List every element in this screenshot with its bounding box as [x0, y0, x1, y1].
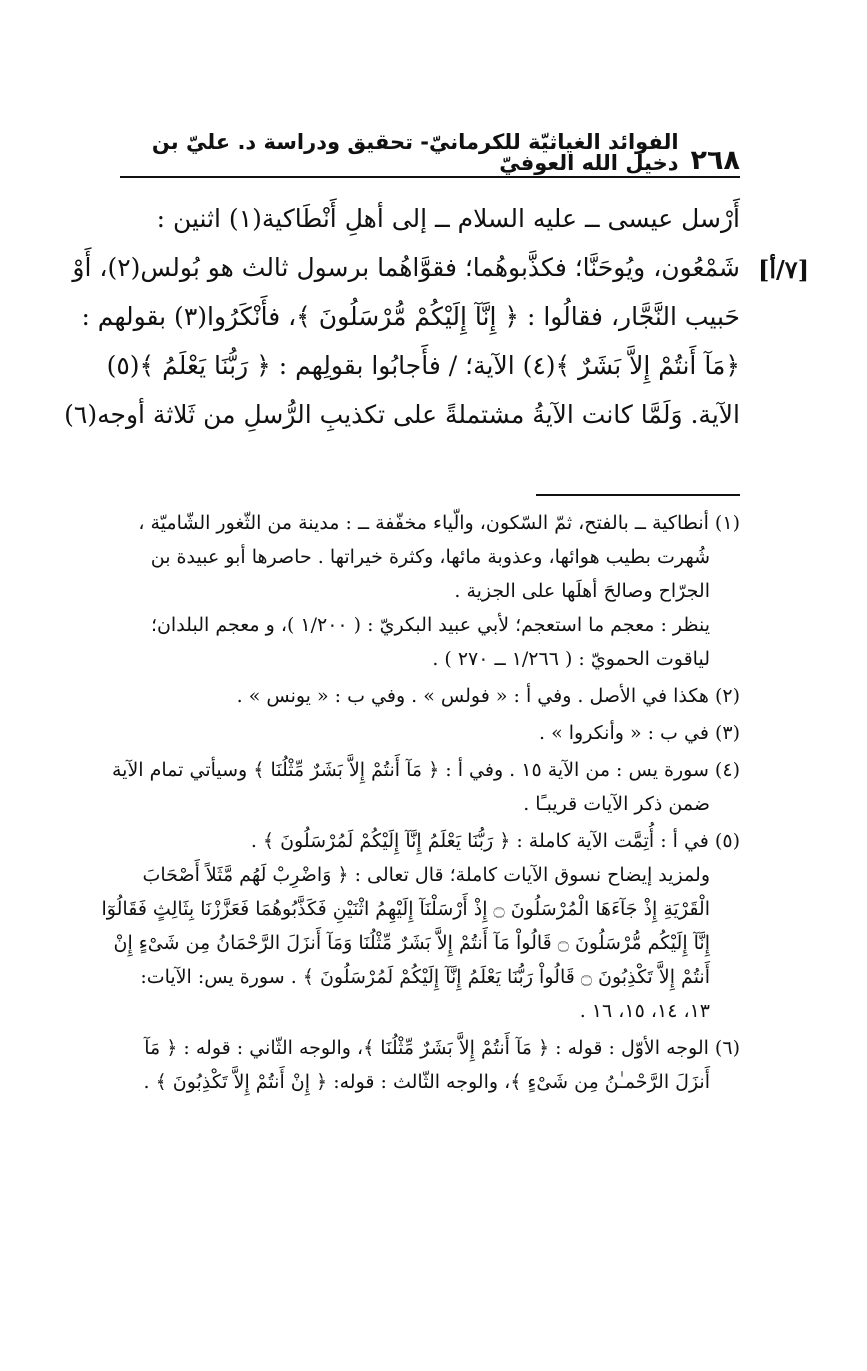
footnote-line: (٥) في أ : أُتِمَّت الآية كاملة : ﴿ رَبُّنَا يَعْلَمُ إِنَّآ إِلَيْكُمْ لَمُرْسَلُونَ ﴾ . [250, 830, 740, 852]
footnote-line: (١) أنطاكية ــ بالفتح، ثمّ السّكون، والّياء مخفّفة ــ : مدينة من الثّغور الشّاميّة ، [138, 512, 740, 534]
footnote-5 [101, 824, 740, 1028]
footnote-line: الْقَرْيَةِ إِذْ جَآءَهَا الْمُرْسَلُونَ ۝ إِذْ أَرْسَلْنَآ إِلَيْهِمُ اثْنَيْنِ فَكَذَّبُوهُمَا فَعَزَّزْنَا بِثَالِثٍ فَقَالُوٓا [101, 898, 710, 920]
footnote-line: أَنتُمْ إِلاَّ تَكْذِبُونَ ۝ قَالُواْ رَبُّنَا يَعْلَمُ إِنَّآ إِلَيْكُمْ لَمُرْسَلُونَ ﴾ . سورة يس: الآيات: [140, 966, 710, 988]
footnote-line: لياقوت الحمويّ : ( ١/٢٦٦ ــ ٢٧٠ ) . [432, 648, 710, 670]
footnote-line: ينظر : معجم ما استعجم؛ لأبي عبيد البكريّ : ( ١/٢٠٠ )، و معجم البلدان؛ [150, 614, 710, 636]
page-number: ٢٦٨ [690, 145, 740, 176]
footnotes [101, 506, 740, 1102]
footnote-line: (٣) في ب : « وأنكروا » . [539, 722, 740, 744]
text-line: الآية. وَلَمَّا كانت الآيةُ مشتملةً على تكذيبِ الرُّسلِ من ثَلاثة أوجه(٦) [64, 400, 740, 429]
text-line: شَمْعُون، ويُوحَنَّا؛ فكذَّبوهُما؛ فقوَّاهُما برسول ثالث هو بُولس(٢)، أَوْ [72, 253, 740, 282]
footnote-line: أَنزَلَ الرَّحْمـٰنُ مِن شَىْءٍ ﴾، والوجه الثّالث : قوله: ﴿ إِنْ أَنتُمْ إِلاَّ تَكْذِبُونَ ﴾ . [143, 1071, 710, 1093]
running-header [120, 130, 740, 176]
footnote-4 [112, 753, 740, 821]
text-line: ﴿مَآ أَنتُمْ إِلاَّ بَشَرٌ ﴾(٤) الآية؛ / فأَجابُوا بقولِهم : ﴿ رَبُّنَا يَعْلَمُ ﴾(٥) [106, 351, 740, 380]
footnote-line: (٤) سورة يس : من الآية ١٥ . وفي أ : ﴿ مَآ أَنتُمْ إِلاَّ بَشَرٌ مِّثْلُنَا ﴾ وسيأتي تمام الآية [112, 759, 740, 781]
footnote-2 [120, 679, 740, 713]
footnote-6 [120, 1031, 740, 1099]
footnote-line: إِنَّآ إِلَيْكُم مُّرْسَلُونَ ۝ قَالُواْ مَآ أَنتُمْ إِلاَّ بَشَرٌ مِّثْلُنَا وَمَآ أَنزَلَ الرَّحْمَانُ مِن شَىْءٍ إِنْ [113, 932, 710, 954]
footnote-line: ١٣، ١٤، ١٥، ١٦ . [579, 1000, 710, 1022]
footnote-3 [120, 716, 740, 750]
footnote-line: (٢) هكذا في الأصل . وفي أ : « فولس » . وفي ب : « يونس » . [236, 685, 740, 707]
text-line: أَرْسل عيسى ــ عليه السلام ــ إلى أهلِ أَنْطَاكية(١) اثنين : [156, 204, 740, 233]
text-line: حَبيب النَّجَّار، فقالُوا : ﴿ إِنَّآ إِلَيْكُمْ مُّرْسَلُونَ ﴾، فأَنْكَرُوا(٣) بقولهم : [81, 302, 740, 331]
footnote-line: ولمزيد إيضاح نسوق الآيات كاملة؛ قال تعالى : ﴿ وَاضْرِبْ لَهُم مَّثَلاً أَصْحَابَ [142, 864, 710, 886]
footnote-line: شُهرت بطيب هوائها، وعذوبة مائها، وكثرة خيراتها . حاصرها أبو عبيدة بن [150, 546, 710, 568]
header-rule [120, 176, 740, 178]
running-title: الفوائد الغياثيّة للكرمانيّ- تحقيق ودراسة د. عليّ بن دخيل الله العوفيّ [151, 130, 679, 175]
main-text [64, 194, 740, 439]
footnote-separator [536, 494, 740, 496]
manuscript-folio-reference: [٧/أ] [758, 255, 810, 284]
footnote-1 [120, 506, 740, 676]
footnote-line: (٦) الوجه الأوّل : قوله : ﴿ مَآ أَنتُمْ إِلاَّ بَشَرٌ مِّثْلُنَا ﴾، والوجه الثّاني : قوله : ﴿ مَآ [144, 1037, 740, 1059]
footnote-line: ضمن ذكر الآيات قريبـًا . [523, 793, 710, 815]
footnote-line: الجرّاح وصالحَ أهلَها على الجزية . [454, 580, 710, 602]
